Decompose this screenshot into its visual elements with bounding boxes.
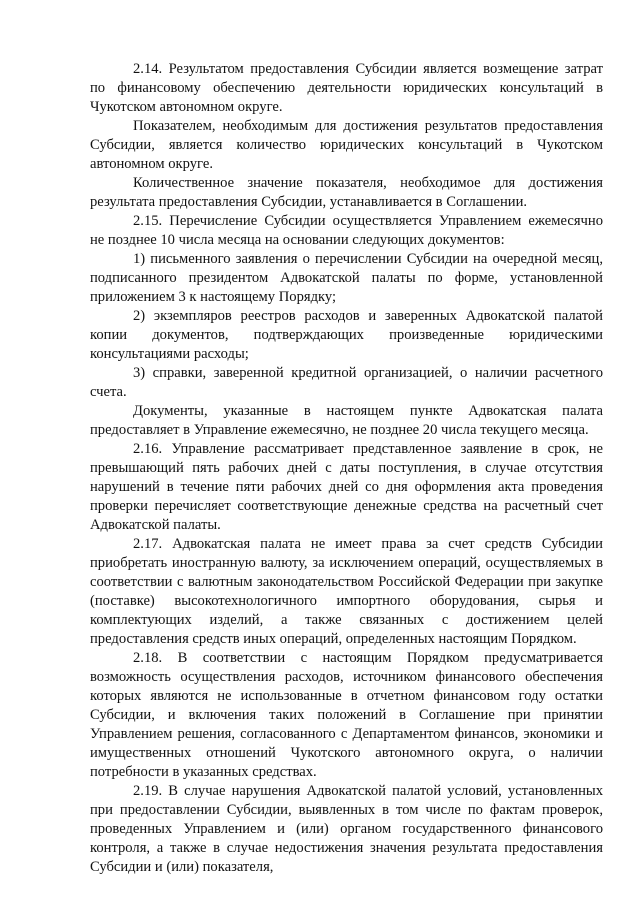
paragraph-indicator-value: Количественное значение показателя, необходимое для достижения результата предоставления Субсидии, устанавливается в Соглашении. [90, 175, 603, 210]
list-item-bank-certificate: 3) справки, заверенной кредитной организацией, о наличии расчетного счета. [90, 365, 603, 400]
paragraph-indicator: Показателем, необходимым для достижения результатов предоставления Субсидии, является количество юридических консультаций в Чукотском автономном округе. [90, 118, 603, 172]
paragraph-2-17-currency: 2.17. Адвокатская палата не имеет права за счет средств Субсидии приобретать иностранную валюту, за исключением операций, осуществляемых в соответствии с валютным законодательством Российской Федерации при закупке (поставке) высокотехнологичного импортного оборудования, сырья и комплектующих изделий, а также связанных с достижением целей предоставления средств иных операций, определенных настоящим Порядком. [90, 536, 603, 647]
paragraph-2-18-remaining-funds: 2.18. В соответствии с настоящим Порядком предусматривается возможность осуществления расходов, источником финансового обеспечения которых являются не использованные в отчетном финансовом году остатки Субсидии, и включения таких положений в Соглашение при принятии Управлением решения, согласованного с Департаментом финансов, экономики и имущественных отношений Чукотского автономного округа, о наличии потребности в указанных средствах. [90, 650, 603, 780]
list-item-application: 1) письменного заявления о перечислении Субсидии на очередной месяц, подписанного президентом Адвокатской палаты по форме, установленной приложением 3 к настоящему Порядку; [90, 251, 603, 305]
paragraph-2-16-review: 2.16. Управление рассматривает представленное заявление в срок, не превышающий пять рабочих дней с даты поступления, в случае отсутствия нарушений в течение пяти рабочих дней со дня оформления акта проведения проверки перечисляет соответствующие денежные средства на расчетный счет Адвокатской палаты. [90, 441, 603, 533]
paragraph-2-19-violations: 2.19. В случае нарушения Адвокатской палатой условий, установленных при предоставлении Субсидии, выявленных в том числе по фактам проверок, проведенных Управлением и (или) органом государственного финансового контроля, а также в случае недостижения значения результата предоставления Субсидии и (или) показателя, [90, 783, 603, 875]
document-body [90, 60, 603, 877]
paragraph-2-15-transfer: 2.15. Перечисление Субсидии осуществляется Управлением ежемесячно не позднее 10 числа месяца на основании следующих документов: [90, 213, 603, 248]
list-item-expense-registers: 2) экземпляров реестров расходов и заверенных Адвокатской палатой копии документов, подтверждающих произведенные юридическими консультациями расходы; [90, 308, 603, 362]
paragraph-2-14-result: 2.14. Результатом предоставления Субсидии является возмещение затрат по финансовому обеспечению деятельности юридических консультаций в Чукотском автономном округе. [90, 61, 603, 115]
paragraph-documents-deadline: Документы, указанные в настоящем пункте Адвокатская палата предоставляет в Управление ежемесячно, не позднее 20 числа текущего месяца. [90, 403, 603, 438]
